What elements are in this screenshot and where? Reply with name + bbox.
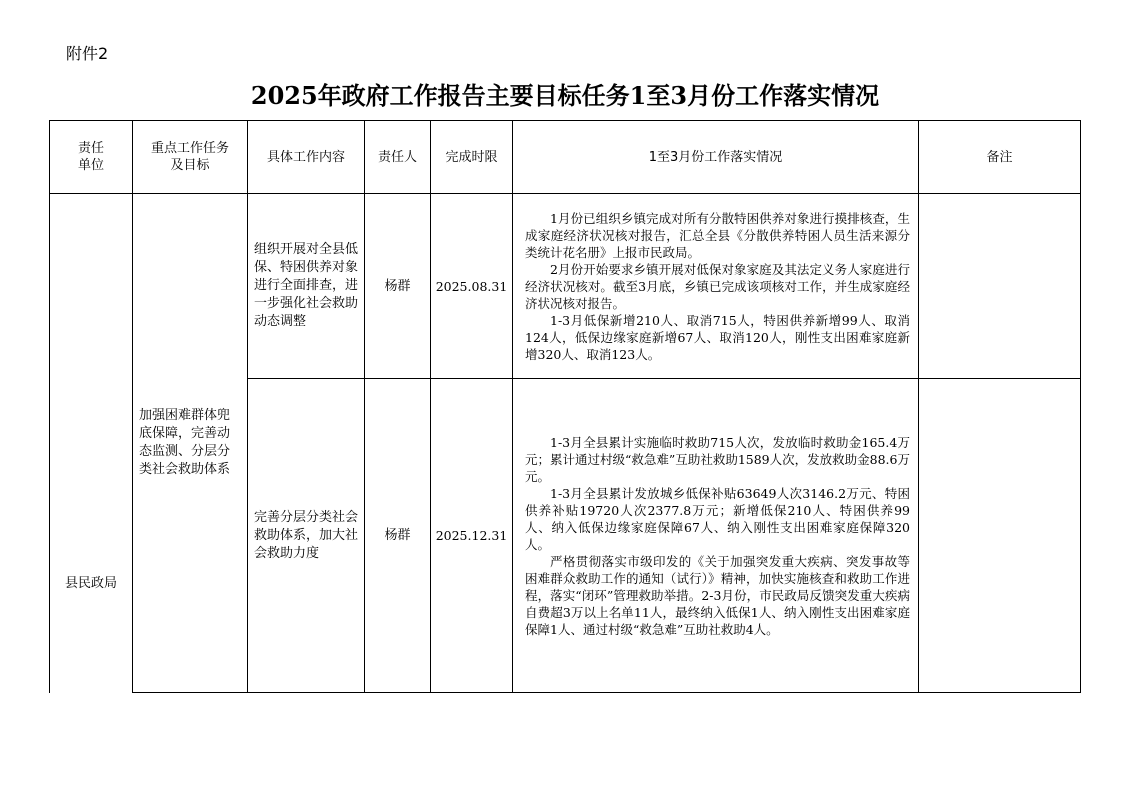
progress-paragraph: 严格贯彻落实市级印发的《关于加强突发重大疾病、突发事故等困难群众救助工作的通知（试行）》精神，加快实施核查和救助工作进程，落实“闭环”管理救助举措。2-3月份，市民政局反馈突发重大疾病自费超3万以上名单11人，最终纳入低保1人、纳入刚性支出困难家庭保障1人、通过村级“救急难”互助社救助4人。 <box>525 553 910 637</box>
table-row <box>50 194 1081 379</box>
progress-paragraph: 1月份已组织乡镇完成对所有分散特困供养对象进行摸排核查，生成家庭经济状况核对报告，汇总全县《分散供养特困人员生活来源分类统计花名册》上报市民政局。 <box>525 210 910 260</box>
progress-paragraph: 1-3月低保新增210人、取消715人，特困供养新增99人、取消124人，低保边缘家庭新增67人、取消120人，刚性支出困难家庭新增320人、取消123人。 <box>525 312 910 362</box>
page-title: 2025年政府工作报告主要目标任务1至3月份工作落实情况 <box>250 81 880 110</box>
remark-cell <box>919 379 1081 693</box>
task-cell: 加强困难群体兜底保障，完善动态监测、分层分类社会救助体系 <box>133 194 248 693</box>
header-person: 责任人 <box>365 121 431 194</box>
progress-paragraph: 2月份开始要求乡镇开展对低保对象家庭及其法定义务人家庭进行经济状况核对。截至3月底，乡镇已完成该项核对工作，并生成家庭经济状况核对报告。 <box>525 261 910 311</box>
progress-cell <box>513 194 919 379</box>
header-row <box>50 121 1081 194</box>
deadline-cell: 2025.08.31 <box>431 194 513 379</box>
header-unit: 责任 单位 <box>50 121 133 194</box>
header-deadline: 完成时限 <box>431 121 513 194</box>
progress-paragraph: 1-3月全县累计实施临时救助715人次，发放临时救助金165.4万元；累计通过村级“救急难”互助社救助1589人次，发放救助金88.6万元。 <box>525 434 910 484</box>
detail-cell: 完善分层分类社会救助体系，加大社会救助力度 <box>248 379 365 693</box>
detail-cell: 组织开展对全县低保、特困供养对象进行全面排查，进一步强化社会救助动态调整 <box>248 194 365 379</box>
header-task: 重点工作任务 及目标 <box>133 121 248 194</box>
person-cell: 杨群 <box>365 194 431 379</box>
progress-paragraph: 1-3月全县累计发放城乡低保补贴63649人次3146.2万元、特困供养补贴19720人次2377.8万元；新增低保210人、特困供养99人、纳入低保边缘家庭保障67人、纳入刚性支出困难家庭保障320人。 <box>525 485 910 552</box>
report-table <box>49 120 1081 693</box>
person-cell: 杨群 <box>365 379 431 693</box>
remark-cell <box>919 194 1081 379</box>
header-progress: 1至3月份工作落实情况 <box>513 121 919 194</box>
unit-cell: 县民政局 <box>50 194 133 693</box>
header-detail: 具体工作内容 <box>248 121 365 194</box>
progress-cell <box>513 379 919 693</box>
header-remark: 备注 <box>919 121 1081 194</box>
attachment-label: 附件2 <box>66 44 109 63</box>
deadline-cell: 2025.12.31 <box>431 379 513 693</box>
